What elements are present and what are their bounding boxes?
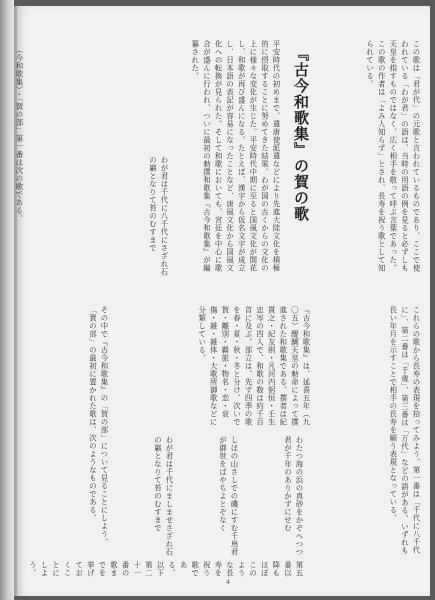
poem-1: わたつ海の浜の真砂をかぞへつつ君が千年のありかずにせむ [283, 436, 304, 556]
poem-label: わが君は千代に八千代にさざれ石の巌となりて苔のむすまで [148, 156, 169, 276]
article-title: 『古今和歌集』の賀の歌 [292, 46, 310, 222]
body-paragraph-3: この歌は「君が代」の元歌と言われているものであり、ここで使われている「わが君」の語は、当時の用語の例を見ると必ずしも天皇を指すものではなく、広く相手を敬って呼ぶ言葉であった。この歌の作者は「よみ人知らず」とされ、長寿を祝う歌として知られている。 [365, 40, 421, 272]
poem-2: しほの山さしでの磯にすむ千鳥君が御世をばやちよとぞなく [218, 436, 239, 556]
body-paragraph-2: その中で『古今和歌集』の「賀の部」について見ることにしよう。「賀の部」の最初に置かれた歌は、次のようなものである。 [88, 306, 109, 546]
ending-paragraph: 第五番以降もほぼこのような長寿を祝う歌である。以下第二十一番の歌までを挙げておくことにしよう。 [28, 561, 304, 577]
note-text: （今和歌集）・「賀の部」第一番は次の歌である。 [15, 46, 24, 223]
page-number: 4 [226, 578, 231, 586]
body-paragraph-1: 『古今和歌集』は、延喜五年（九〇五）醍醐天皇の勅命によって撰進された和歌集である。撰者は紀貫之・紀友則・凡河内躬恒・壬生忠岑の四人で、和歌の数は約千百首に及ぶ。部立は、先ず四季の歌を春・夏・秋・冬と分け、次いで賀・離別・羇旅・物名・恋・哀傷・雑・雑体・大歌所御歌などに分類している。 [197, 306, 311, 426]
body-paragraph-4: これらの歌から長寿の表現を拾ってみよう。第一番は「千代に八千代に」、第二番は「千歳」、第三番は「万代」などの語がある。いずれも長い年月を示すことで相手の長寿を願う表現となっている。 [388, 306, 421, 555]
poem-3: わが君は千代にましませさざれ石の巌となりて苔のむすまで [153, 436, 174, 556]
intro-paragraph: 平安時代の初めまで、遣唐使派遣などにより先進大陸文化を積極的に摂取することに努めてきた結果、わが国の古くからの文化の上に様々な変化が生じた。平安時代中期に至ると国風文化が開花し、和歌が再び盛んになる。たとえば、漢字から仮名文字が成立し、日本語の表記が容易になったことなど、唐風文化から国風文化への転換が見られた。そして和歌においても、宮廷を中心に歌合が盛んに行われ、ついに最初の勅撰和歌集『古今和歌集』が編纂された。 [190, 40, 281, 272]
document-page [14, 6, 430, 596]
book-spine [0, 0, 14, 600]
